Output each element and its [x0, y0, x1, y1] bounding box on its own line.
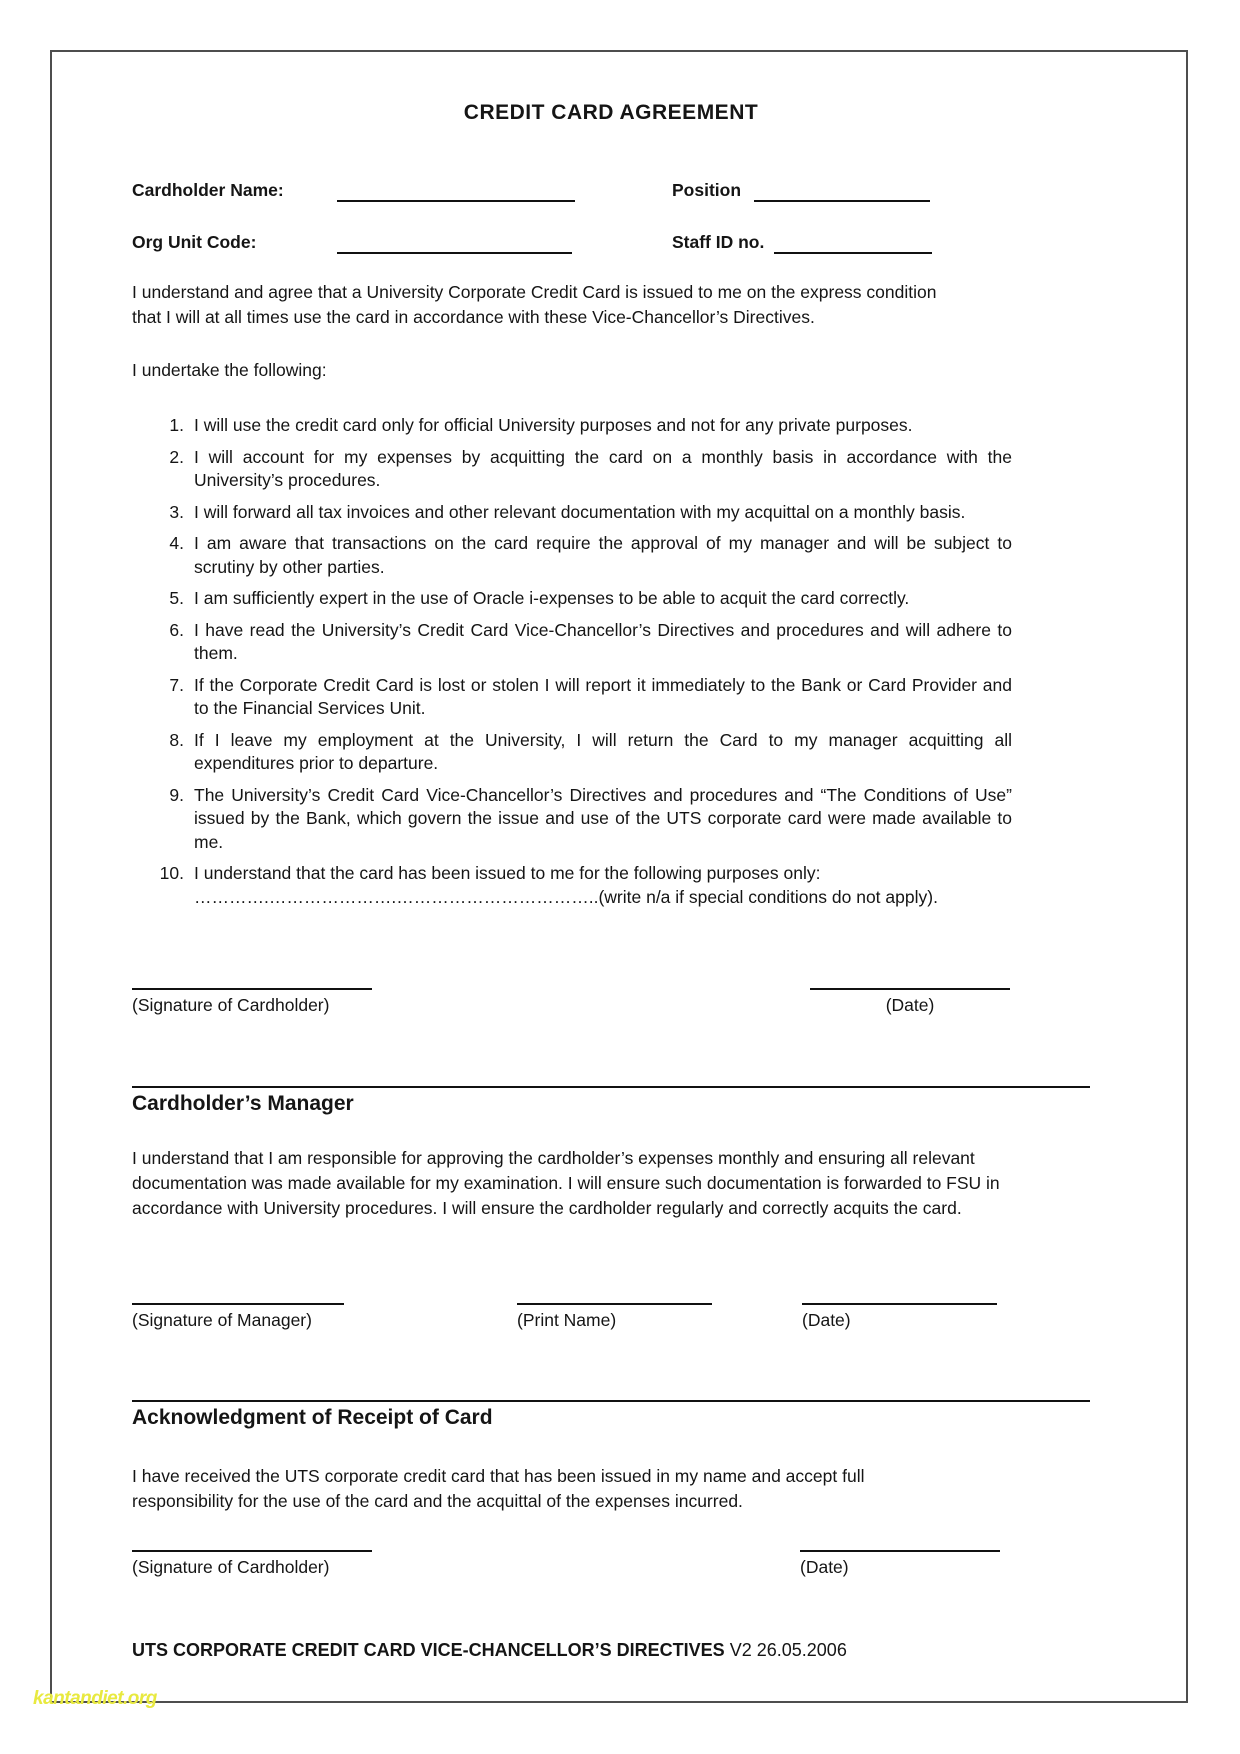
item-number: 5.: [169, 588, 184, 608]
cardholder-date-label: (Date): [885, 995, 935, 1015]
undertaking-item-5: [132, 587, 1012, 611]
undertaking-item-6: [132, 619, 1012, 666]
document-footer: [132, 1640, 847, 1661]
item-number: 6.: [169, 619, 184, 640]
cardholder-signature-label: (Signature of Cardholder): [132, 995, 330, 1015]
cardholder-date-block: [810, 975, 1010, 1016]
field-row-cardholder-position: [132, 180, 1090, 204]
staff-id-label: Staff ID no.: [672, 232, 765, 252]
receipt-section-divider: [132, 1400, 1090, 1402]
item-number: 9.: [169, 784, 184, 805]
receipt-date-line: [800, 1537, 1000, 1552]
receipt-section-paragraph: I have received the UTS corporate credit card that has been issued in my name and accept full responsibility for the use of the card and the acquittal of the expenses incurred.: [132, 1466, 865, 1511]
undertaking-item-7: [132, 674, 1012, 721]
undertaking-item-9: [132, 784, 1012, 855]
manager-date-label: (Date): [802, 1310, 851, 1330]
item-text: If the Corporate Credit Card is lost or stolen I will report it immediately to the Bank or Card Provider and to the Financial Services Unit.: [194, 674, 1012, 718]
item-number: 8.: [169, 729, 184, 750]
manager-section-paragraph: I understand that I am responsible for approving the cardholder’s expenses monthly and ensuring all relevant documentation was made available for my examination. I will ensure such documentation is forwarded to FSU in accordance with University procedures. I will ensure the cardholder regularly and correctly acquits the card.: [132, 1148, 1000, 1218]
cardholder-signature-line: [132, 975, 372, 990]
manager-signature-block: [132, 1290, 344, 1331]
cardholder-name-blank-line: [337, 180, 575, 202]
item-text: I will forward all tax invoices and other relevant documentation with my acquittal on a monthly basis.: [194, 501, 966, 522]
item-text: I will account for my expenses by acquitting the card on a monthly basis in accordance with the University’s procedures.: [194, 446, 1012, 490]
intro-paragraph: I understand and agree that a University Corporate Credit Card is issued to me on the express condition that I will at all times use the card in accordance with these Vice-Chancellor’s Directives.: [132, 282, 937, 327]
field-row-orgunit-staffid: [132, 232, 1090, 256]
item-number: 7.: [169, 674, 184, 695]
undertaking-item-4: [132, 532, 1012, 579]
cardholder-date-line: [810, 975, 1010, 990]
item-text: I understand that the card has been issued to me for the following purposes only:: [194, 863, 821, 883]
undertaking-item-10: [132, 862, 1012, 909]
footer-version: V2 26.05.2006: [729, 1640, 847, 1660]
manager-date-line: [802, 1290, 997, 1305]
receipt-date-block: [800, 1537, 1000, 1578]
undertaking-item-2: [132, 446, 1012, 493]
undertaking-item-8: [132, 729, 1012, 776]
cardholder-signature-block: [132, 975, 372, 1016]
cardholder-name-label: Cardholder Name:: [132, 180, 284, 200]
item-text: I will use the credit card only for official University purposes and not for any private purposes.: [194, 415, 913, 435]
document-title: CREDIT CARD AGREEMENT: [463, 101, 759, 124]
manager-date-block: [802, 1290, 997, 1331]
manager-print-name-line: [517, 1290, 712, 1305]
item-number: 3.: [169, 501, 184, 522]
manager-section-divider: [132, 1086, 1090, 1088]
org-unit-code-label: Org Unit Code:: [132, 232, 257, 252]
receipt-date-label: (Date): [800, 1557, 849, 1577]
undertake-heading: I undertake the following:: [132, 360, 327, 380]
item-number: 2.: [169, 446, 184, 467]
manager-section-heading: Cardholder’s Manager: [132, 1092, 354, 1115]
position-label: Position: [672, 180, 742, 200]
undertakings-list: [132, 414, 1012, 917]
item-number: 10.: [159, 863, 184, 883]
receipt-section-heading: Acknowledgment of Receipt of Card: [132, 1406, 493, 1429]
undertaking-item-1: [132, 414, 1012, 438]
item-number: 4.: [169, 533, 184, 553]
item-number: 1.: [169, 415, 184, 435]
watermark: kantandiet.org: [33, 1688, 157, 1709]
manager-print-name-label: (Print Name): [517, 1310, 617, 1330]
item-text: The University’s Credit Card Vice-Chancellor’s Directives and procedures and “The Conditions of Use” issued by the Bank, which govern the issue and use of the UTS corporate card were made available to me.: [194, 784, 1012, 852]
item-text: I am sufficiently expert in the use of Oracle i-expenses to be able to acquit the card correctly.: [194, 588, 910, 608]
receipt-signature-block: [132, 1537, 372, 1578]
undertaking-item-3: [132, 501, 1012, 525]
manager-print-name-block: [517, 1290, 712, 1331]
manager-signature-line: [132, 1290, 344, 1305]
staff-id-blank-line: [774, 232, 932, 254]
org-unit-code-blank-line: [337, 232, 572, 254]
item-text: I am aware that transactions on the card require the approval of my manager and will be subject to scrutiny by other parties.: [194, 533, 1012, 577]
special-conditions-dotted-line: ………….………………….……………………………..(write n/a if special conditions do not apply).: [194, 886, 938, 907]
receipt-signature-line: [132, 1537, 372, 1552]
position-blank-line: [754, 180, 930, 202]
item-text: If I leave my employment at the University, I will return the Card to my manager acquitting all expenditures prior to departure.: [194, 729, 1012, 773]
footer-directives-title: UTS CORPORATE CREDIT CARD VICE-CHANCELLOR’S DIRECTIVES: [132, 1640, 725, 1660]
item-text: I have read the University’s Credit Card Vice-Chancellor’s Directives and procedures and will adhere to them.: [194, 619, 1012, 663]
receipt-signature-label: (Signature of Cardholder): [132, 1557, 330, 1577]
manager-signature-label: (Signature of Manager): [132, 1310, 312, 1330]
